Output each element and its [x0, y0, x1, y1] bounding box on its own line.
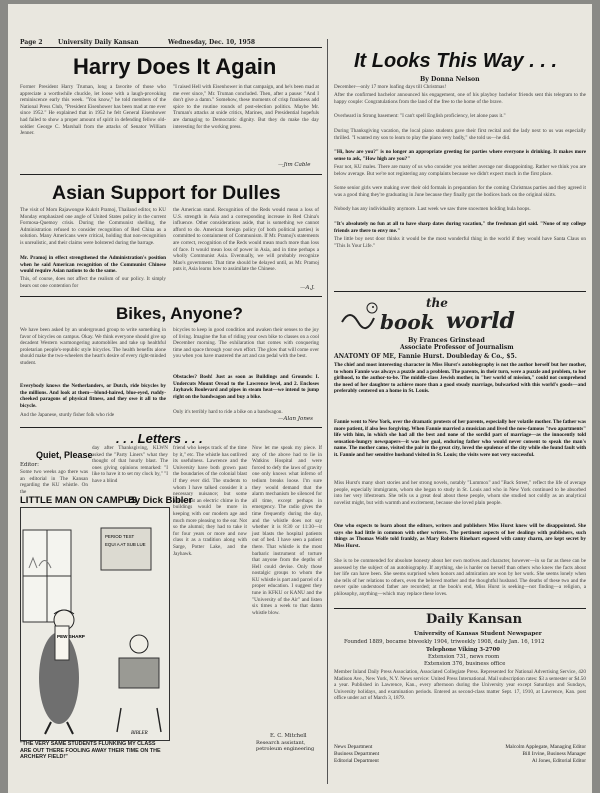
divider [20, 427, 322, 428]
staff-name: Bill Irvine, Business Manager [522, 751, 586, 757]
professor-sign [55, 626, 69, 660]
letter-column-4: Now let me speak my piece. If any of the above had to lie in Watkins Hospital and were forced to defy the laws of gravity one only knows what inferno of tedium breaks loose. I'm sure they would demand that the alarm mechanism be silenced for all time, except perhaps in emergency. The radio gives the time frequently during the day, and the whistle does not say whether it is 8:30 or 11:30—it just blasts the hospital patients out of bed. I have seen a patient there. That whistle is the most barbaric instrument of torture that anyone from the depths of Hell could devise. Only those nostalgic groups to whom the KU whistle is part and parcel of a proper education. I suggest they tune in KFKU or KANU and the "University of the Air" and listen six times a week to that damn whistle blow. [252, 445, 322, 616]
asian-headline: Asian Support for Dulles [52, 182, 281, 204]
ilts-p9: "It's absolutely no fun at all to have sharp dates during vacation," the freshman girl said. "None of my college friends are there to envy me." [334, 221, 586, 234]
staff-name: Al Jones, Editorial Editor [531, 758, 586, 764]
bookworld-role: Associate Professor of Journalism [400, 344, 514, 351]
bookworld-p5: She is to be commended for absolute honesty about her own motives and character, however—in so far as these can be assessed by the subject of an autobiography. If anything, she is harder on herself than others who knew the facts about her life can have been. She seems surprised when honors and admiration are won by her work. She seems lonely when she tells of her relations to others, even the beloved mother and the thoughtful husband. The deaths of these two and the never quite understood father are recorded; at the book's end, Miss Hurst is seeking—not finding—a religion, a philosophy, anything—which may replace these loves. [334, 558, 586, 597]
staff-list [334, 744, 586, 765]
truman-signature: —Jim Cable [278, 162, 311, 168]
letter-column-1: Some two weeks ago there was an editorial in The Kansan regarding the KU whistle. On the [20, 469, 88, 495]
student-head [130, 635, 148, 653]
folio-rule [20, 47, 322, 48]
letter-column-3: friend who keeps track of the time by it," etc. The whistle has outlived its usefulness. Lawrence and the University have both grown past the boundaries of the colonial blast if they ever did. The students to whom I have talked consider it a necessary nuisance; but some added that an electric chime in the buildings would be more in keeping with our modern age and much more pleasing to the ear. Not so the alumni; they had to take it for four years or more and now class it as a tradition along with Sarge, Potter Lake, and the Jayhawk. [173, 445, 247, 557]
bookworld-p3: Miss Hurst's many short stories and her strong novels, notably "Lummox" and "Back Street," reflect the life of average people, especially immigrants, whom she began to study in St. Louis and who in New York continued to be absorbed into her very lifestream. She tells us a great deal about these people, whom she studied not coldly as an analytical novelist might, but with warmth and excitement, because she loved plain people. [334, 480, 586, 506]
column-rule [327, 39, 328, 784]
ilts-byline: By Donna Nelson [420, 76, 480, 83]
staff-row [334, 751, 586, 758]
ilts-p8: Nobody has any individuality anymore. Last week we saw three snowmen holding hula hoops. [334, 206, 531, 212]
staff-row [334, 758, 586, 765]
bikes-column-1c: And the Japanese, sturdy fisher folk who ride [20, 412, 115, 418]
divider [20, 296, 322, 297]
asian-column-1: The visit of Mom Rajawongse Kukrit Pramoj, Thailand editor, to KU Monday emphasized one angle of United States policy in the current Formosa-Quemoy crisis. During the Communist shelling, the Administration refused to consider recognition of Red China as a solution. Many Americans were critical, holding that non-recognition is unrealistic, and their claims were bolstered during the barrage. [20, 207, 166, 246]
lectern-legs [117, 708, 161, 732]
cartoon-illustration [21, 508, 169, 740]
divider [334, 608, 586, 609]
ilts-p7: Some senior girls were making over their old formals in preparation for the coming Christmas parties and they agreed it was a good thing they're graduating in June because they finally got the bodices back on the original skirts. [334, 185, 586, 198]
ilts-p3: Overheard in Strong basement: "I can't spell English proficiency, let alone pass it." [334, 113, 506, 119]
bikes-headline: Bikes, Anyone? [116, 304, 243, 323]
cartoon-panel [20, 507, 170, 741]
ilts-p4: During Thanksgiving vacation, the local piano students gave their first recital and the lady next to us was especially thrilled. "I wanted my son to learn to play the piano very badly," she told us—he did. [334, 128, 586, 141]
bookworld-world: world [446, 308, 515, 334]
letter-title: Quiet, Please [36, 450, 93, 460]
letter-signature-title: Research assistant, petroleum engineering [256, 740, 315, 752]
bikes-column-2: bicycles to keep in good condition and awaken their senses to the joy of living. Imagine the fun of riding your own bike to classes on a cool December morning. The exhilaration that comes with conquering time and space through your own effort. The glow that will come over you when you have mastered the art and can pedal with the best. [173, 327, 319, 360]
bookworld-the: the [426, 296, 448, 310]
bikes-column-1: We have been asked by an underground group to write something in favor of bicycles on campus. Okay. We think everyone should give up decadent Western warmongering automobiles and take up healthful proletarian people's-republic style bicycles. The health benefits alone should make the two-wheelers the heart's desire of every right-minded student. [20, 327, 166, 366]
asian-column-1c: This, of course, does not affect the realism of our policy. It simply bears out one contention for [20, 276, 166, 289]
ilts-p10: The little boy next door thinks it would be the most wonderful thing in the world if they would have Santa Claus on "This Is Your Life." [334, 236, 586, 249]
paper-name: University Daily Kansan [58, 39, 139, 46]
cartoon-byline: By Dick Bibler [128, 495, 193, 506]
masthead-phone: Telephone Viking 3-2700 [426, 647, 500, 653]
divider [20, 174, 322, 175]
cartoon-caption: "THE VERY SAME STUDENTS FLUNKING MY CLASS ARE OUT THERE FOOLING AWAY THEIR TIME ON THE ARCHERY FIELD!" [20, 741, 161, 761]
asian-column-2: the American stand. Recognition of the Reds would mean a loss of U.S. strength in Asia and a corresponding increase in Red China's influence. Other considerations aside, that is something we cannot afford to do. American foreign policy (of both political parties) is committed to containment of Communism. If Mr. Pramoj's statements are correct, recognition of the Reds would mean much more than loss of face. It would mean loss of power in Asia, and in time perhaps a wholly Communist Asia. Eventually, we will probably recognize Mao's government. That time should be delayed until, as Mr. Pramoj puts it, Asia learns how to assimilate the Chinese. [173, 207, 319, 273]
lectern [119, 658, 159, 688]
truman-column-1: Former President Harry Truman, long a favorite of those who appreciate a worthwhile chuckle, let loose with a laugh-provoking reminiscence early this week. "You know," he told members of the National Press Club, "President Eisenhower has been mad at me ever since 1952." He explained that in 1952 he felt General Eisenhower had failed to show a proper amount of spirit in defending fellow old-soldier George C. Marshall from the attacks of Senator William Jenner. [20, 84, 166, 137]
letter-column-2: day after Thanksgiving, KLWN asked the "Party Liners" what they thought of that hourly blast. The ones giving opinions remarked: "I like to have it to set my clock by," "I have a blind [92, 445, 168, 484]
bookworld-review-title: ANATOMY OF ME, Fannie Hurst. Doubleday & Co., $5. [334, 353, 517, 360]
professor-sign-text: PEW SHARP [57, 634, 85, 639]
ilts-p5: "Hi, how are you?" is no longer an appropriate greeting for parties where everyone is drinking. It makes more sense to ask, "How high are you?" [334, 149, 586, 162]
ilts-p2: After the confirmed bachelor announced his engagement, one of his playboy bachelor friends sent this telegram to the happy couple: Congratulations from the land of the free to the home of the brave. [334, 92, 586, 105]
bookworm-icon [338, 298, 378, 328]
bookworld-p2: Fannie went to New York, over the dramatic protests of her parents, especially her volatile mother. The father was more patient, if also less forgiving. When Fannie married a musician and lived the now-famous "two apartments" life with him, in which she had all the best and none of the sordid part of marriage—as the innocently told sensation-hungry newspapers—it was her goal, enduring father who would never consent to speak the man's name. The mother came, visited the pair in the great city, loved the opulence of the city while she found fault with it. Fannie and her sensitive husband visited in St. Louis; the visits were not very successful. [334, 419, 586, 458]
staff-role: Editorial Department [334, 758, 379, 764]
bikes-column-2c: Only it's terribly hard to ride a bike on a bandwagon. [173, 409, 283, 415]
newspaper-page [8, 4, 592, 793]
masthead-ext-news: Extension 731, news room [428, 654, 500, 660]
ilts-headline: It Looks This Way . . . [354, 50, 557, 72]
bookworld-p4: One who expects to learn about the editors, writers and publishers Miss Hurst knew will be disappointed. She says she had little in common with other writers. The pertinent aspects of her dealings with publishers, such things as Thomas Wolfe told frankly, as Mary Roberts Rinehart exposed with canny charm, are kept secret by Miss Hurst. [334, 523, 586, 549]
masthead-founded: Founded 1889, became biweekly 1904, triweekly 1908, daily Jan. 16, 1912 [344, 639, 545, 645]
asian-column-1b: Mr. Pramoj in effect strengthened the Administration's position when he said American recognition of the Communist Chinese would require Asian nations to do the same. [20, 255, 166, 275]
staff-row [334, 744, 586, 751]
bikes-column-1b: Everybody knows the Netherlanders, or Dutch, ride bicycles by the millions. And look at them—blond-haired, blue-eyed, ruddy-cheeked paragons of physical fitness, and they owe it all to the bicycle. [20, 383, 166, 409]
masthead-subtitle: University of Kansas Student Newspaper [414, 631, 542, 637]
letter-salutation: Editor: [20, 462, 39, 468]
staff-role: News Department [334, 744, 373, 750]
divider [334, 291, 586, 292]
masthead-name: Daily Kansan [426, 612, 523, 627]
letter-signature: E. C. Mitchell [270, 733, 307, 739]
blackboard-text-1: PERIOD TEST [105, 534, 135, 539]
bikes-column-2b: Obstacles? Bosh! Just as soon as Buildings and Grounds: I. Undercuts Mount Oread to the Lawrence level, and 2. Encloses Jayhawk Boulevard and pipes in steam heat—we intend to jump right on the bandwagon and buy a bike. [173, 374, 319, 400]
issue-date: Wednesday, Dec. 10, 1958 [168, 39, 256, 46]
truman-headline: Harry Does It Again [73, 54, 277, 79]
truman-column-2: "I raised Hell with Eisenhower in that campaign, and he's been mad at me ever since," Mr. Truman concluded. Then, after a pause: "And I don't give a damn." Somehow, these moments of crisp frankness add spice to the routine rounds of post-election politics. Maybe Mr. Truman's attacks at snide critics, Marines, and Presidential hopefuls are damaging to Democratic dignity. But they do make the day interesting for the working press. [173, 84, 319, 130]
blackboard-text-2: EQUI A AT SUB LUE [105, 542, 146, 547]
bikes-signature: —Alan Jones [278, 416, 313, 422]
masthead-details: Member Inland Daily Press Association, Associated Collegiate Press. Represented for National Advertising Service, 420 Madison Ave., New York, N.Y. News service: United Press International. Mail subscription rates: $3 a semester or $4.50 a year. Published in Lawrence, Kan., every afternoon during the University year except Saturdays and Sundays, University holidays, and examination periods. Entered as second-class matter Sept. 17, 1910, at Lawrence, Kan. post office under act of March 3, 1879. [334, 669, 586, 702]
bookworld-p1: The chief and most interesting character in Miss Hurst's autobiography is not the author herself but her mother, to whom Fannie was always a puzzle and a problem. The parents, in their turn, were a puzzle and problem, to her girlhood, to the author-to-be. The middle-class Jewish mother, in "her world of mission," could not comprehend the need of her daughter to achieve more than a good steady marriage, bulwarked with this world's goods—and preferably centered on a home in St. Louis. [334, 362, 586, 395]
masthead-ext-business: Extension 376, business office [424, 661, 506, 667]
letters-heading: . . . Letters . . . [116, 431, 203, 446]
bookworld-byline: By Frances Grinstead [408, 336, 485, 344]
page-number: Page 2 [20, 39, 43, 46]
cartoon-signature: BIBLER [131, 731, 148, 736]
cartoon-title: LITTLE MAN ON CAMPUS [20, 495, 138, 506]
staff-name: Malcolm Applegate, Managing Editor [505, 744, 586, 750]
ilts-p6: Fear not, KU males. There are many of us who consider you neither average nor disappointing. Rather we think you are below average. But we're not registering any complaints because we didn't expect much in the first place. [334, 164, 586, 177]
bookworld-book: book [380, 310, 435, 334]
staff-role: Business Department [334, 751, 380, 757]
asian-signature: —A.J. [300, 285, 315, 291]
ilts-p1: December—only 17 more loafing days till Christmas! [334, 84, 447, 90]
